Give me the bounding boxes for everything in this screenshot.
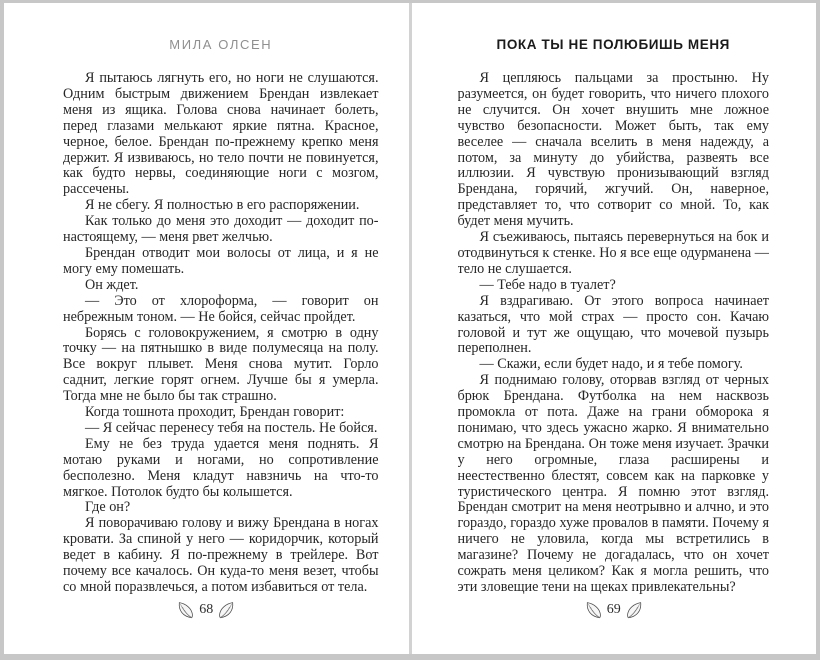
paragraph: — Это от хлороформа, — говорит он небрежным тоном. — Не бойся, сейчас пройдет. xyxy=(63,292,379,325)
butterfly-wing-icon xyxy=(585,600,602,620)
butterfly-wing-icon xyxy=(218,600,235,620)
paragraph: Я пытаюсь лягнуть его, но ноги не слушаются. Одним быстрым движением Брендан извлекает меня из ящика. Голова снова начинает болеть, перед глазами мелькают яркие пятна. Красное, черное, белое. Брендан по-прежнему крепко меня держит. Я извиваюсь, но тело почти не повинуется, как будто нервы, соединяющие ноги с мозгом, рассечены. xyxy=(63,71,379,198)
paragraph: Брендан отводит мои волосы от лица, и я не могу ему помешать. xyxy=(63,244,379,277)
paragraph: Он ждет. xyxy=(85,276,139,293)
paragraph: Я цепляюсь пальцами за простыню. Ну разумеется, он будет говорить, что ничего плохого не случится. Он хочет внушить мне ложное чувство безопасности. Может быть, так ему веселее — сначала вселить в меня надежду, а потом, за минуту до убийства, развеять все иллюзии. Я чувствую пронизывающий взгляд Брендана, горячий, жгучий. Он, наверное, представляет то, что сотворит со мной. То, как будет меня мучить. xyxy=(457,71,769,230)
paragraph: — Скажи, если будет надо, и я тебе помогу. xyxy=(479,356,743,373)
page-body-left xyxy=(63,71,379,595)
page-left xyxy=(4,3,409,654)
page-number: 69 xyxy=(606,602,621,617)
paragraph: Я не сбегу. Я полностью в его распоряжении. xyxy=(85,197,360,214)
page-right xyxy=(412,3,817,654)
running-head-author: МИЛА ОЛСЕН xyxy=(169,37,273,52)
paragraph: Где он? xyxy=(85,499,131,516)
running-head-title: ПОКА ТЫ НЕ ПОЛЮБИШЬ МЕНЯ xyxy=(496,37,730,52)
page-folio-left xyxy=(4,598,409,622)
paragraph: Я поворачиваю голову и вижу Брендана в ногах кровати. За спиной у него — коридорчик, который ведет в кабину. Я по-прежнему в трейлере. Вот почему все качалось. Он куда-то меня везет, чтобы со мной поразвлечься, а потом избавиться от тела. xyxy=(63,515,379,595)
butterfly-wing-icon xyxy=(626,600,643,620)
paragraph: Ему не без труда удается меня поднять. Я мотаю руками и ногами, но сопротивление бесполезно. Меня кладут навзничь на что-то мягкое. Потолок будто бы колышется. xyxy=(63,435,379,500)
page-folio-right xyxy=(412,598,817,622)
paragraph: Когда тошнота проходит, Брендан говорит: xyxy=(85,404,345,421)
paragraph: Я поднимаю голову, оторвав взгляд от черных брюк Брендана. Футболка на нем насквозь промокла от пота. Даже на грани обморока я понимаю, что здесь ужасно жарко. Я внимательно смотрю на Брендана. Он тоже меня изучает. Зрачки у него огромные, глаза расширены и неестественно блестят, совсем как на парковке у туристического центра. Я помню этот взгляд. Брендан смотрит на меня неотрывно и алчно, и это гораздо, гораздо хуже провалов в памяти. Почему я ничего не уловила, когда мы встретились в магазине? Почему не догадалась, что он хочет сожрать меня целиком? Как я могла решить, что эти зловещие тени на щеках привлекательны? xyxy=(457,372,769,595)
paragraph: — Я сейчас перенесу тебя на постель. Не бойся. xyxy=(85,419,378,436)
page-body-right xyxy=(458,71,770,595)
paragraph: Борясь с головокружением, я смотрю в одну точку — на пятнышко в виде полумесяца на полу. Все вокруг плывет. Меня снова мутит. Горло саднит, легкие горят огнем. Лучше бы я умерла. Тогда мне не было бы так страшно. xyxy=(63,324,379,405)
butterfly-wing-icon xyxy=(177,600,194,620)
paragraph: Я съеживаюсь, пытаясь перевернуться на бок и отодвинуться к стенке. Но я все еще одурманена — тело не слушается. xyxy=(457,229,769,277)
book-spread xyxy=(4,3,816,654)
paragraph: Я вздрагиваю. От этого вопроса начинает казаться, что мой страх — просто сон. Качаю головой и тут же ощущаю, что мочевой пузырь переполнен. xyxy=(457,292,769,357)
paragraph: — Тебе надо в туалет? xyxy=(479,276,616,293)
page-number: 68 xyxy=(199,602,214,617)
paragraph: Как только до меня это доходит — доходит по-настоящему, — меня рвет желчью. xyxy=(63,213,379,246)
